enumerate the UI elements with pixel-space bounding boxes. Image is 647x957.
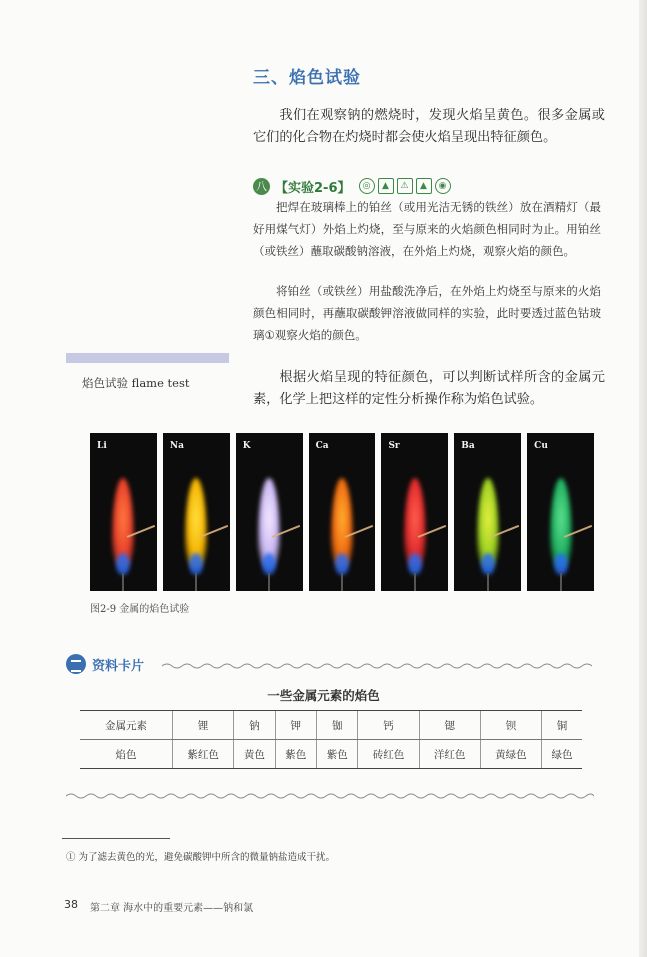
flame-base	[335, 553, 349, 575]
experiment-badge-icon: 八	[253, 178, 270, 195]
burner	[487, 573, 489, 591]
flame-label: Sr	[388, 441, 400, 451]
table-cell-color: 紫色	[275, 740, 316, 769]
flame-warning-icon: ▲	[378, 178, 394, 194]
experiment-title: 【实验2-6】	[275, 180, 351, 196]
footnote-rule	[62, 838, 170, 839]
table-cell-color: 洋红色	[419, 740, 480, 769]
table-cell-element: 铜	[541, 711, 582, 740]
experiment-step-2: 将铂丝（或铁丝）用盐酸洗净后，在外焰上灼烧至与原来的火焰颜色相同时，再蘸取碳酸钾溶液做同样的实验，此时要透过蓝色钴玻璃①观察火焰的颜色。	[253, 284, 601, 342]
goggles-icon: ◎	[359, 178, 375, 194]
wavy-divider-bottom	[66, 792, 594, 800]
running-head: 第二章 海水中的重要元素——钠和氯	[90, 903, 254, 914]
page-edge	[639, 0, 647, 957]
table-cell-element: 锶	[419, 711, 480, 740]
row-header: 焰色	[80, 740, 173, 769]
flame-base	[262, 553, 276, 575]
flame-base	[554, 553, 568, 575]
flame-label: Ba	[461, 441, 475, 451]
flame-label: K	[242, 441, 251, 451]
flame-photo-li	[90, 433, 157, 591]
flame-base	[408, 553, 422, 575]
flame-base	[481, 553, 495, 575]
flame-label: Na	[169, 441, 184, 451]
flame-test-photos	[90, 433, 594, 591]
definition-paragraph: 根据火焰呈现的特征颜色，可以判断试样所含的金属元素，化学上把这样的定性分析操作称为焰色试验。	[253, 370, 605, 407]
sidebar-bar	[66, 353, 229, 363]
hot-hazard-icon: ⚠	[397, 178, 413, 194]
table-cell-element: 钙	[358, 711, 419, 740]
flame-photo-ca	[309, 433, 376, 591]
flame-photo-k	[236, 433, 303, 591]
table-cell-element: 钠	[234, 711, 275, 740]
flame-base	[116, 553, 130, 575]
data-card-icon	[66, 654, 86, 674]
section-title: 三、焰色试验	[253, 68, 361, 88]
table-cell-color: 紫红色	[173, 740, 234, 769]
burner	[414, 573, 416, 591]
flame-label: Ca	[315, 441, 329, 451]
table-cell-element: 锂	[173, 711, 234, 740]
table-cell-element: 铷	[317, 711, 358, 740]
table-title: 一些金属元素的焰色	[267, 688, 380, 703]
intro-paragraph: 我们在观察钠的燃烧时，发现火焰呈黄色。很多金属或它们的化合物在灼烧时都会使火焰呈现出特征颜色。	[253, 108, 605, 145]
data-card-title: 资料卡片	[92, 659, 145, 674]
experiment-header	[253, 176, 451, 196]
burner	[122, 573, 124, 591]
burner	[341, 573, 343, 591]
table-cell-element: 钡	[480, 711, 541, 740]
flame-base	[189, 553, 203, 575]
figure-caption: 图2-9 金属的焰色试验	[90, 604, 190, 615]
footnote: ① 为了滤去黄色的光，避免碳酸钾中所含的微量钠盐造成干扰。	[66, 852, 336, 863]
table-row	[80, 711, 582, 740]
flame-label: Li	[97, 441, 107, 451]
table-cell-color: 紫色	[317, 740, 358, 769]
flame-photo-cu	[527, 433, 594, 591]
flame-hazard-icon: ▲	[416, 178, 432, 194]
burner	[195, 573, 197, 591]
table-row	[80, 740, 582, 769]
table-cell-color: 黄色	[234, 740, 275, 769]
wash-hands-icon: ◉	[435, 178, 451, 194]
flame-label: Cu	[534, 441, 548, 451]
flame-photo-na	[163, 433, 230, 591]
experiment-step-1: 把焊在玻璃棒上的铂丝（或用光洁无锈的铁丝）放在酒精灯（最好用煤气灯）外焰上灼烧，至与原来的火焰颜色相同时为止。用铂丝（或铁丝）蘸取碳酸钠溶液，在外焰上灼烧，观察火焰的颜色。	[253, 200, 601, 258]
flame-photo-ba	[454, 433, 521, 591]
page-number: 38	[64, 898, 78, 911]
row-header: 金属元素	[80, 711, 173, 740]
table-cell-element: 钾	[275, 711, 316, 740]
table-cell-color: 砖红色	[358, 740, 419, 769]
flame-photo-sr	[381, 433, 448, 591]
sidebar-term: 焰色试验 flame test	[82, 376, 190, 390]
burner	[560, 573, 562, 591]
flame-color-table	[80, 710, 582, 769]
safety-icons	[359, 178, 451, 194]
burner	[268, 573, 270, 591]
table-cell-color: 黄绿色	[480, 740, 541, 769]
table-cell-color: 绿色	[541, 740, 582, 769]
wavy-divider-top	[162, 662, 592, 670]
